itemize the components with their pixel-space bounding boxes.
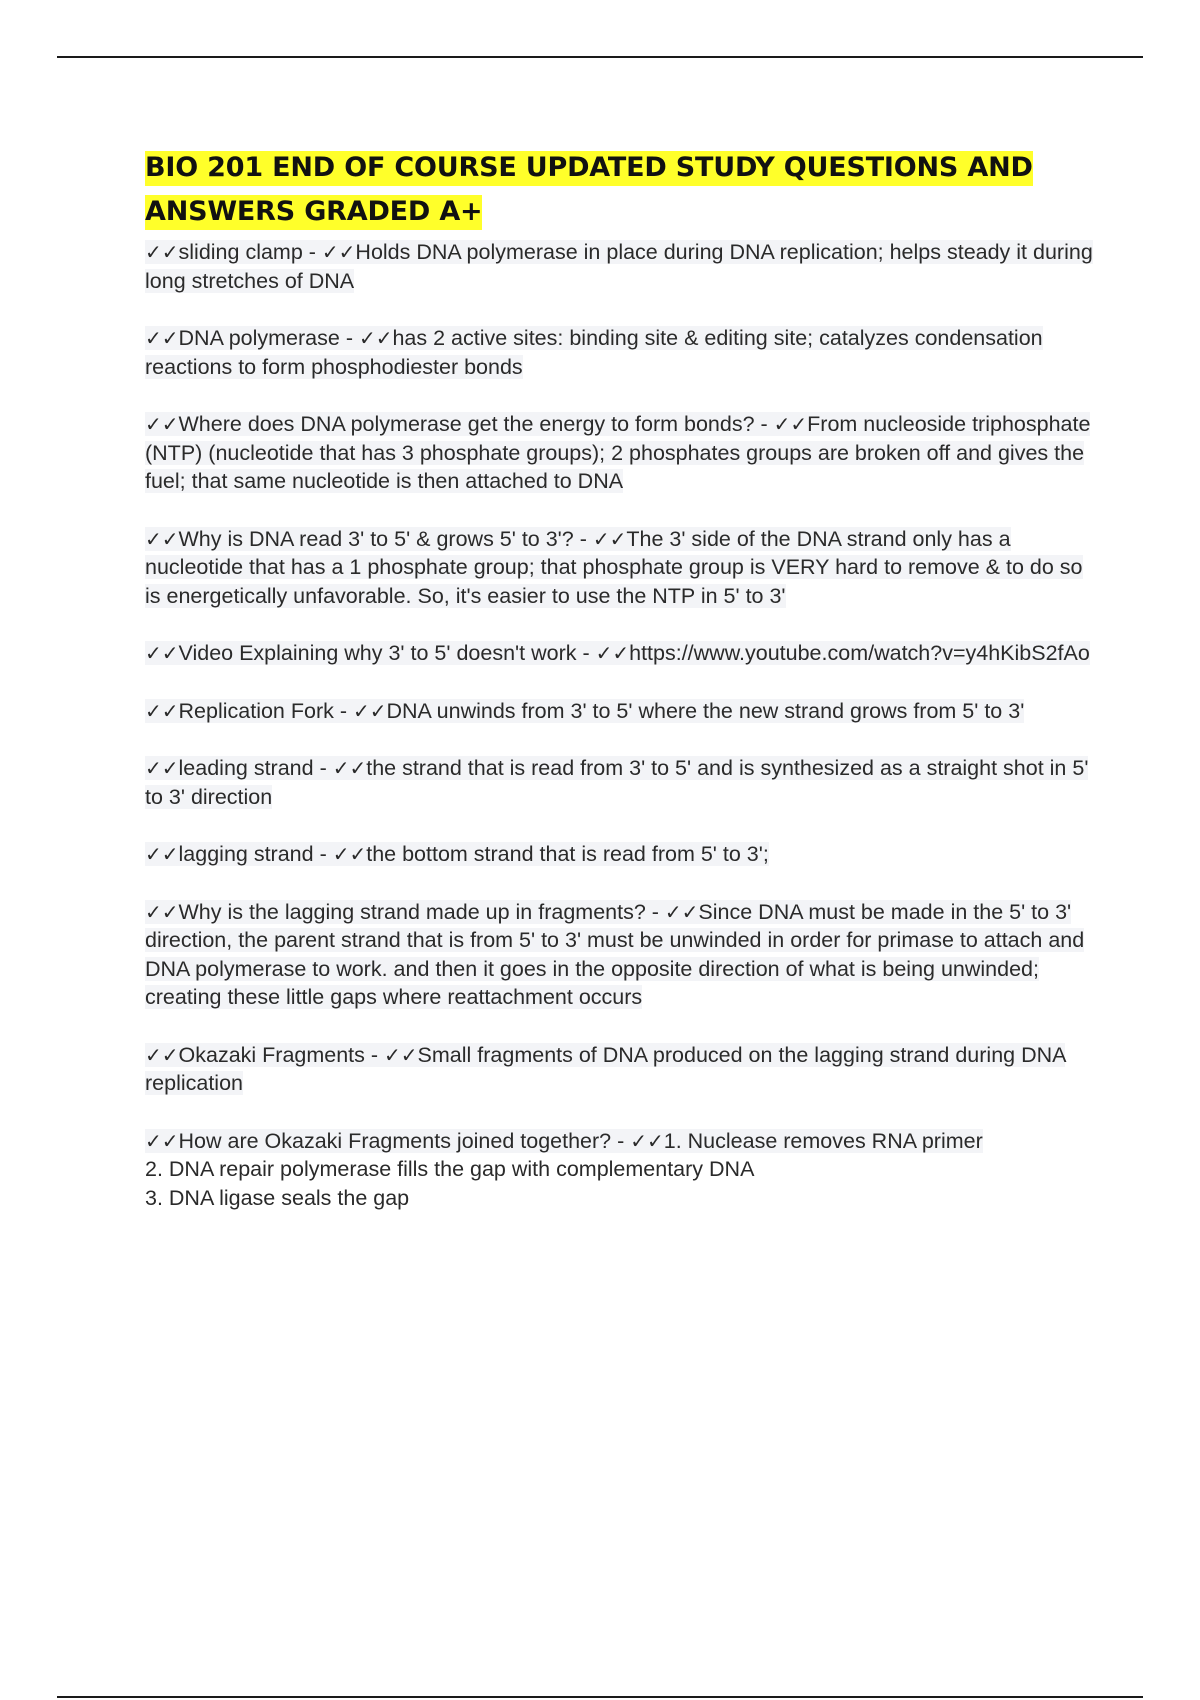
qa-item	[145, 840, 1095, 869]
qa-separator: -	[754, 412, 774, 436]
check-mark-icon: ✓✓	[145, 698, 179, 723]
check-mark-icon: ✓✓	[595, 641, 630, 665]
qa-item	[145, 1041, 1095, 1098]
qa-item	[145, 697, 1095, 726]
check-mark-icon: ✓✓	[358, 326, 393, 350]
qa-definition: From nucleoside triphosphate (NTP) (nucleotide that has 3 phosphate groups); 2 phosphates groups are broken off and gives the fuel; that same nucleotide is then attached to DNA	[145, 412, 1091, 493]
qa-step: 3. DNA ligase seals the gap	[145, 1185, 410, 1210]
qa-item	[145, 639, 1095, 668]
video-link[interactable]: https://www.youtube.com/watch?v=y4hKibS2fAo	[629, 641, 1090, 665]
check-mark-icon: ✓✓	[145, 240, 179, 264]
qa-separator: -	[339, 326, 359, 350]
qa-term: leading strand	[178, 756, 314, 780]
check-mark-icon: ✓✓	[145, 526, 179, 551]
qa-separator: -	[302, 240, 322, 264]
qa-term: Video Explaining why 3' to 5' doesn't work	[178, 641, 577, 665]
check-mark-icon: ✓✓	[145, 756, 179, 780]
qa-term: Why is DNA read 3' to 5' & grows 5' to 3'?	[178, 526, 574, 551]
qa-item	[145, 410, 1095, 496]
check-mark-icon: ✓✓	[664, 899, 699, 924]
qa-separator: -	[313, 756, 333, 780]
check-mark-icon: ✓✓	[592, 526, 627, 551]
qa-separator: -	[333, 698, 353, 723]
qa-definition: 1. Nuclease removes RNA primer	[663, 1128, 983, 1153]
check-mark-icon: ✓✓	[630, 1128, 664, 1153]
qa-separator: -	[313, 842, 333, 866]
check-mark-icon: ✓✓	[384, 1042, 418, 1067]
qa-item	[145, 898, 1095, 1012]
qa-term: Replication Fork	[178, 698, 334, 723]
qa-definition: DNA unwinds from 3' to 5' where the new strand grows from 5' to 3'	[386, 698, 1025, 723]
qa-definition: The 3' side of the DNA strand only has a nucleotide that has a 1 phosphate group; that phosphate group is VERY hard to remove & to do so is energetically unfavorable. So, it's easier to use the NTP in 5' to 3'	[145, 526, 1083, 608]
qa-separator: -	[576, 641, 596, 665]
qa-item	[145, 525, 1095, 611]
qa-definition: Small fragments of DNA produced on the lagging strand during DNA replication	[145, 1042, 1066, 1095]
check-mark-icon: ✓✓	[773, 412, 808, 436]
qa-separator: -	[611, 1128, 631, 1153]
qa-item	[145, 238, 1095, 295]
check-mark-icon: ✓✓	[145, 412, 179, 436]
qa-term: Okazaki Fragments	[178, 1042, 365, 1067]
qa-separator: -	[573, 526, 593, 551]
check-mark-icon: ✓✓	[145, 326, 179, 350]
document-title: BIO 201 END OF COURSE UPDATED STUDY QUESTIONS AND ANSWERS GRADED A+	[145, 146, 1095, 234]
qa-term: How are Okazaki Fragments joined together?	[178, 1128, 612, 1153]
qa-separator: -	[364, 1042, 385, 1067]
header-rule	[57, 56, 1143, 58]
check-mark-icon: ✓✓	[145, 641, 179, 665]
check-mark-icon: ✓✓	[145, 899, 179, 924]
check-mark-icon: ✓✓	[321, 240, 356, 264]
check-mark-icon: ✓✓	[145, 1128, 179, 1153]
qa-term: Where does DNA polymerase get the energy to form bonds?	[178, 412, 755, 436]
check-mark-icon: ✓✓	[145, 842, 179, 866]
qa-definition: the bottom strand that is read from 5' to 3';	[366, 842, 769, 866]
check-mark-icon: ✓✓	[332, 756, 367, 780]
check-mark-icon: ✓✓	[145, 1042, 179, 1067]
qa-term: Why is the lagging strand made up in fragments?	[178, 899, 646, 924]
qa-separator: -	[645, 899, 665, 924]
qa-definition: has 2 active sites: binding site & editing site; catalyzes condensation reactions to form phosphodiester bonds	[145, 326, 1043, 379]
document-body	[145, 146, 1095, 1212]
check-mark-icon: ✓✓	[332, 842, 367, 866]
check-mark-icon: ✓✓	[352, 698, 387, 723]
qa-definition: the strand that is read from 3' to 5' and is synthesized as a straight shot in 5' to 3' direction	[145, 756, 1089, 809]
qa-term: DNA polymerase	[178, 326, 340, 350]
qa-definition: Since DNA must be made in the 5' to 3' direction, the parent strand that is from 5' to 3' must be unwinded in order for primase to attach and DNA polymerase to work. and then it goes in the opposite direction of what is being unwinded; creating these little gaps where reattachment occurs	[145, 899, 1085, 1009]
qa-term: lagging strand	[178, 842, 314, 866]
qa-step: 2. DNA repair polymerase fills the gap with complementary DNA	[145, 1157, 755, 1181]
qa-item	[145, 1127, 1095, 1213]
qa-definition: Holds DNA polymerase in place during DNA replication; helps steady it during long stretches of DNA	[145, 240, 1093, 293]
qa-item	[145, 754, 1095, 811]
qa-item	[145, 324, 1095, 381]
footer-rule	[57, 1696, 1143, 1698]
qa-term: sliding clamp	[178, 240, 303, 264]
